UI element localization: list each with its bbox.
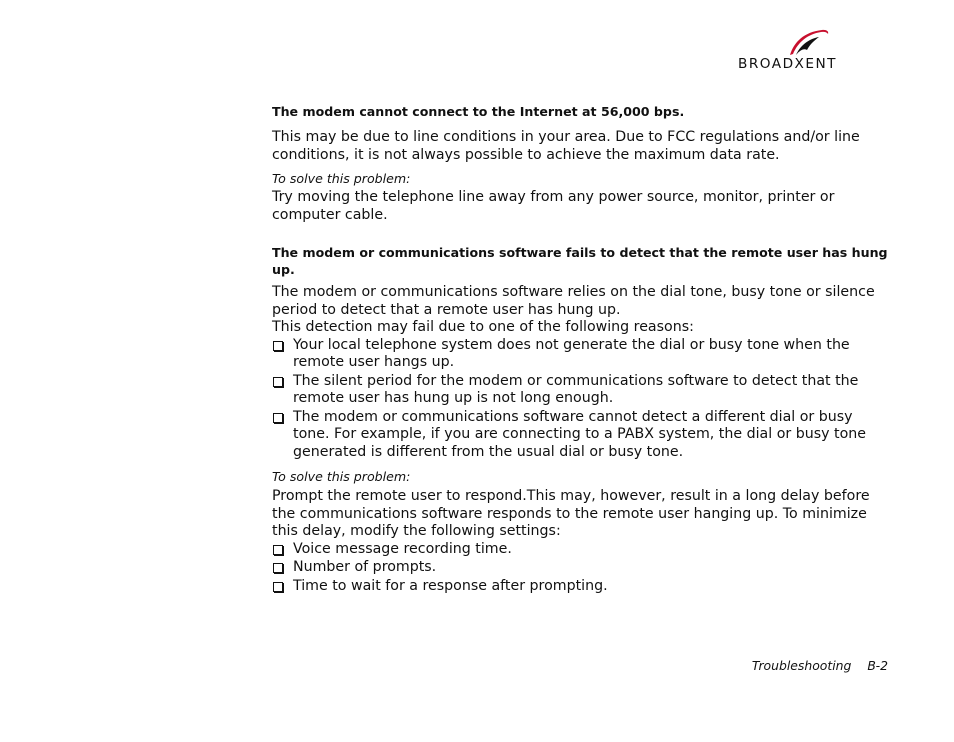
checkbox-bullet-icon — [273, 582, 283, 592]
section1-solve-label: To solve this problem: — [272, 171, 411, 186]
reason-text: The silent period for the modem or communications software to detect that the remote user has hung up is not long enough. — [293, 372, 859, 406]
page-footer — [752, 658, 888, 673]
section1-body: This may be due to line conditions in your area. Due to FCC regulations and/or line conditions, it is not always possible to achieve the maximum data rate. — [272, 129, 860, 163]
setting-item-2 — [272, 559, 892, 577]
section2-body: The modem or communications software relies on the dial tone, busy tone or silence period to detect that a remote user has hung up. — [272, 284, 875, 318]
setting-text: Time to wait for a response after prompting. — [293, 577, 608, 594]
reason-item-1 — [272, 337, 892, 372]
setting-item-1 — [272, 541, 892, 559]
setting-item-3 — [272, 578, 892, 596]
section1-solution: Try moving the telephone line away from any power source, monitor, printer or computer cable. — [272, 189, 835, 223]
section2-body-2: This detection may fail due to one of the following reasons: — [272, 319, 694, 335]
document-body — [272, 103, 892, 595]
footer-section-label: Troubleshooting — [751, 658, 852, 673]
section2-heading: The modem or communications software fails to detect that the remote user has hung up. — [272, 245, 888, 277]
reason-item-2 — [272, 373, 892, 408]
checkbox-bullet-icon — [273, 563, 283, 573]
checkbox-bullet-icon — [273, 377, 283, 387]
reason-text: Your local telephone system does not generate the dial or busy tone when the remote user hangs up. — [293, 336, 850, 370]
checkbox-bullet-icon — [273, 413, 283, 423]
section1-heading: The modem cannot connect to the Internet at 56,000 bps. — [272, 104, 685, 119]
setting-text: Number of prompts. — [293, 559, 437, 575]
checkbox-bullet-icon — [273, 545, 283, 555]
setting-text: Voice message recording time. — [293, 540, 512, 557]
section2-solution: Prompt the remote user to respond.This may, however, result in a long delay before the communications software responds to the remote user hanging up. To minimize this delay, modify the following settings: — [272, 488, 870, 539]
logo-wordmark: BROADXENT — [738, 57, 837, 72]
broadxent-logo — [736, 26, 882, 72]
page-number: B-2 — [867, 658, 888, 673]
section2-solve-label: To solve this problem: — [272, 469, 411, 484]
reason-item-3 — [272, 409, 892, 462]
logo-swoosh-icon — [788, 26, 830, 56]
checkbox-bullet-icon — [273, 341, 283, 351]
reason-text: The modem or communications software cannot detect a different dial or busy tone. For example, if you are connecting to a PABX system, the dial or busy tone generated is different from the usual dial or busy tone. — [293, 408, 866, 460]
